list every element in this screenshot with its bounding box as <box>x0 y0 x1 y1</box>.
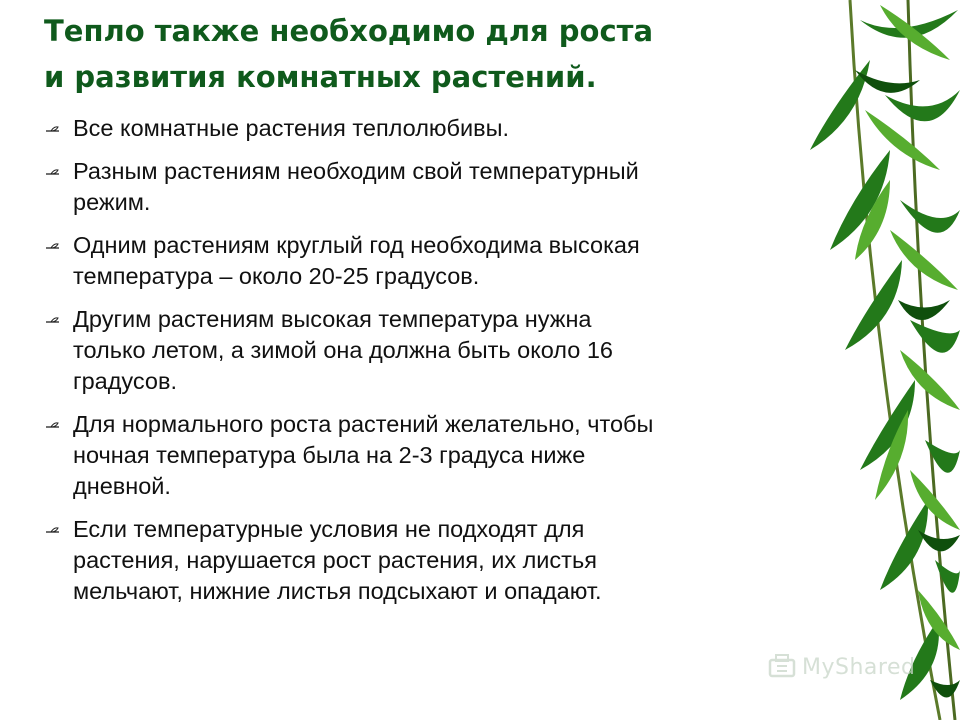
bullet-text-line: Если температурные условия не подходят для <box>73 516 585 542</box>
title-line-2: и развития комнатных растений. <box>44 60 597 94</box>
watermark <box>768 654 915 680</box>
bullet-item <box>40 304 860 397</box>
bullet-list <box>40 113 860 619</box>
bullet-item <box>40 230 860 292</box>
title-line-1: Тепло также необходимо для роста <box>44 14 654 48</box>
bullet-text-line: дневной. <box>73 473 171 499</box>
bullet-text-line: температура – около 20-25 градусов. <box>73 263 480 289</box>
slide-title <box>44 8 844 100</box>
bullet-item <box>40 514 860 607</box>
bullet-text-line: режим. <box>73 189 151 215</box>
bullet-text-line: Одним растениям круглый год необходима высокая <box>73 232 640 258</box>
leaf-bullet-icon <box>45 421 60 432</box>
bullet-item <box>40 409 860 502</box>
bullet-text-line: растения, нарушается рост растения, их листья <box>73 547 597 573</box>
bullet-text-line: только летом, а зимой она должна быть около 16 <box>73 337 614 363</box>
bullet-text-line: Разным растениям необходим свой температурный <box>73 158 639 184</box>
bullet-text-line: ночная температура была на 2-3 градуса ниже <box>73 442 586 468</box>
watermark-text: MyShared <box>802 654 916 680</box>
watermark-logo-icon <box>768 654 796 680</box>
bullet-item <box>40 113 860 144</box>
leaf-bullet-icon <box>45 526 60 537</box>
bullet-text-line: Для нормального роста растений желательно, чтобы <box>73 411 654 437</box>
leaf-bullet-icon <box>45 125 60 136</box>
leaf-bullet-icon <box>45 242 60 253</box>
leaf-bullet-icon <box>45 316 60 327</box>
bullet-item <box>40 156 860 218</box>
bullet-text-line: градусов. <box>73 368 178 394</box>
bullet-text-line: Все комнатные растения теплолюбивы. <box>73 115 510 141</box>
leaf-bullet-icon <box>45 168 60 179</box>
bullet-text-line: мельчают, нижние листья подсыхают и опадают. <box>73 578 602 604</box>
bullet-text-line: Другим растениям высокая температура нужна <box>73 306 592 332</box>
